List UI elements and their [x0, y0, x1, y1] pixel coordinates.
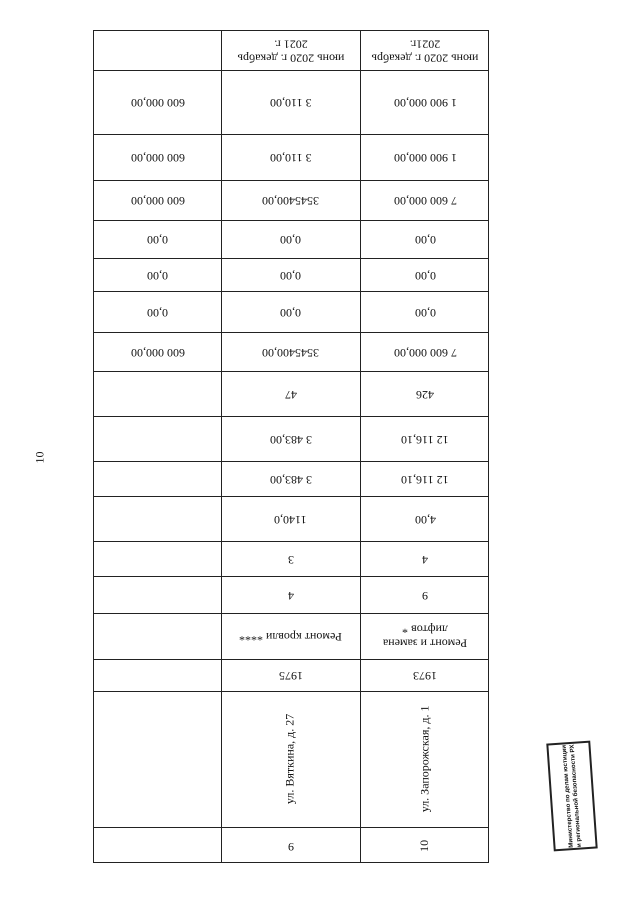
table-cell: 3 110,00	[269, 95, 312, 110]
table-cell: 1 900 000,00	[393, 95, 457, 110]
table-cell	[94, 613, 221, 659]
table-cell: 600 000,00	[130, 95, 185, 110]
work-type-cell: Ремонт и замена лифтов *	[382, 623, 468, 651]
table-cell: 0,00	[414, 268, 436, 283]
year-cell: 1975	[278, 668, 303, 683]
table-cell: 4	[287, 588, 294, 603]
page-number: 10	[32, 451, 47, 464]
table-cell: 3 110,00	[269, 150, 312, 165]
header-cell: июнь 2020 г. декабрь 2021 г.	[237, 37, 344, 66]
row-number-cell: 9	[287, 839, 294, 854]
table-cell: 4,00	[414, 512, 436, 527]
table-cell: 12 116,10	[401, 432, 449, 447]
table-cell	[94, 461, 221, 496]
header-cell: июнь 2020 г. декабрь 2021г.	[371, 37, 479, 66]
address-cell: ул. Вяткина, д. 27	[282, 713, 297, 805]
table-cell: 0,00	[280, 268, 301, 283]
table-cell: 47	[284, 387, 297, 402]
row-number-cell: 10	[417, 839, 432, 852]
table-cell	[94, 659, 221, 691]
stamp-text: Министерство по делам юстиции и региональной безопасности РХ	[560, 744, 583, 848]
table-cell: 1 900 000,00	[393, 150, 457, 165]
table-cell: 0,00	[147, 268, 168, 283]
table-cell	[94, 541, 221, 576]
table-cell: 12 116,10	[401, 472, 449, 487]
table-cell: 0,00	[147, 305, 168, 320]
table-cell: 4	[422, 552, 428, 567]
year-cell: 1973	[413, 668, 437, 683]
table-cell: 0,00	[147, 232, 168, 247]
table-cell	[94, 576, 221, 613]
ministry-stamp	[546, 741, 597, 852]
table-cell: 1140,0	[274, 512, 307, 527]
table-cell: 3545400,00	[262, 345, 319, 360]
table-cell	[94, 691, 221, 827]
table-cell: 7 600 000,00	[393, 345, 457, 360]
table-cell	[94, 827, 221, 864]
table-cell: 7 600 000,00	[393, 193, 457, 208]
table-cell: 3545400,00	[262, 193, 319, 208]
work-type-cell: Ремонт кровли ****	[239, 629, 342, 644]
table-cell: 0,00	[414, 305, 436, 320]
table-cell: 9	[422, 588, 428, 603]
table-cell: 3 483,00	[269, 472, 312, 487]
table-cell: 0,00	[414, 232, 436, 247]
table-cell	[94, 416, 221, 461]
table-cell	[94, 371, 221, 416]
table-cell: 426	[416, 387, 434, 402]
table-cell: 600 000,00	[130, 150, 185, 165]
table-cell	[94, 496, 221, 541]
table-cell: 3 483,00	[269, 432, 312, 447]
data-table	[93, 30, 489, 863]
table-cell: 0,00	[280, 232, 301, 247]
table-cell: 600 000,00	[130, 345, 185, 360]
table-cell: 600 000,00	[130, 193, 185, 208]
table-cell: 3	[287, 552, 294, 567]
table-cell: 0,00	[280, 305, 301, 320]
address-cell: ул. Запорожская, д. 1	[417, 705, 432, 813]
